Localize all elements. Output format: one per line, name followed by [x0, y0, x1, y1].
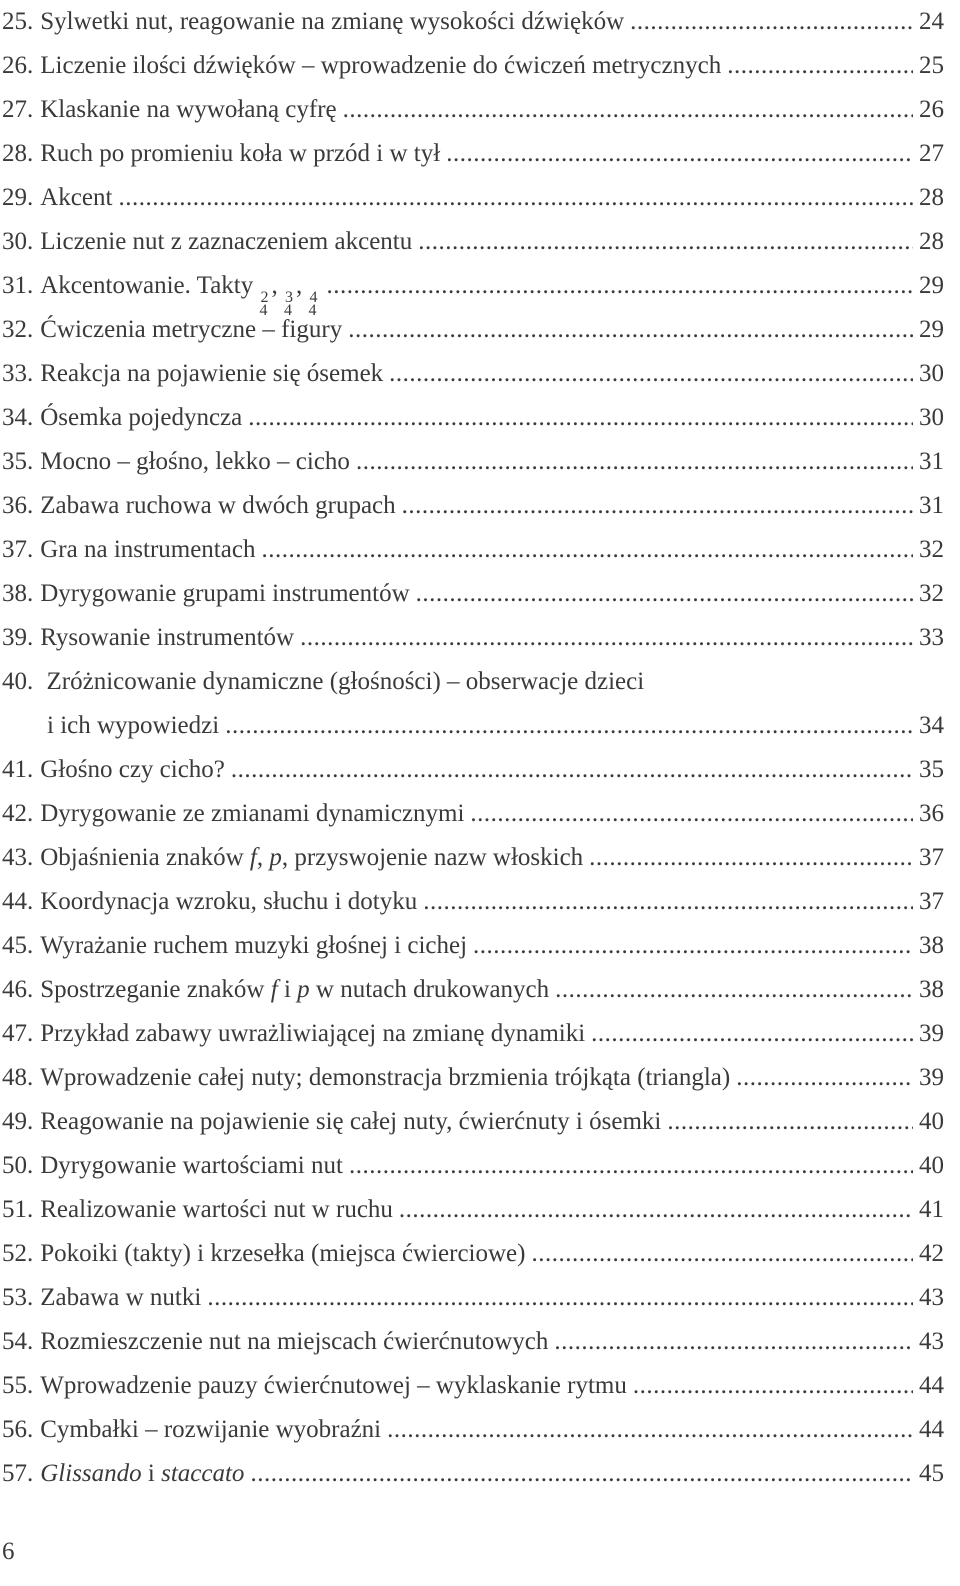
dot-leader — [531, 1232, 913, 1276]
toc-entry-42[interactable] — [2, 792, 944, 836]
entry-title: Dyrygowanie grupami instrumentów — [40, 580, 410, 607]
entry-page: 26 — [919, 96, 944, 123]
entry-title: Koordynacja wzroku, słuchu i dotyku — [40, 888, 418, 915]
page-number: 6 — [2, 1538, 15, 1565]
entry-number: 34. — [2, 404, 34, 431]
entry-number: 54. — [2, 1328, 34, 1355]
toc-entry-34[interactable] — [2, 396, 944, 440]
entry-line-1 — [2, 660, 944, 704]
dot-leader — [225, 704, 913, 748]
entry-number: 47. — [2, 1020, 34, 1047]
dot-leader — [343, 88, 913, 132]
entry-number: 48. — [2, 1064, 34, 1091]
entry-number: 26. — [2, 52, 34, 79]
entry-title: Akcent — [40, 184, 113, 211]
entry-title: Ćwiczenia metryczne – figury — [40, 316, 343, 343]
entry-page: 32 — [919, 580, 944, 607]
toc-entry-27[interactable] — [2, 88, 944, 132]
entry-title: Reakcja na pojawienie się ósemek — [40, 360, 384, 387]
dot-leader — [250, 1452, 913, 1496]
entry-page: 28 — [919, 184, 944, 211]
entry-title: Zabawa w nutki — [40, 1284, 202, 1311]
entry-title: Cymbałki – rozwijanie wyobraźni — [40, 1416, 382, 1443]
entry-title-text: Akcentowanie. Takty — [40, 272, 254, 299]
toc-entry-51[interactable] — [2, 1188, 944, 1232]
toc-entry-43[interactable] — [2, 836, 944, 880]
dot-leader — [727, 44, 913, 88]
dot-leader — [416, 572, 913, 616]
toc-entry-35[interactable] — [2, 440, 944, 484]
dot-leader — [630, 0, 913, 44]
entry-title: Wprowadzenie pauzy ćwierćnutowej – wyklaskanie rytmu — [40, 1372, 627, 1399]
entry-page: 37 — [919, 844, 944, 871]
entry-page: 34 — [919, 712, 944, 739]
entry-number: 33. — [2, 360, 34, 387]
dot-leader — [118, 176, 913, 220]
dot-leader — [248, 396, 913, 440]
entry-page: 37 — [919, 888, 944, 915]
entry-title: Mocno – głośno, lekko – cicho — [40, 448, 350, 475]
toc-entry-33[interactable] — [2, 352, 944, 396]
dot-leader — [349, 1144, 913, 1188]
entry-title: Dyrygowanie wartościami nut — [40, 1152, 343, 1179]
entry-title: Glissando i staccato — [40, 1460, 245, 1487]
toc-entry-53[interactable] — [2, 1276, 944, 1320]
entry-page: 40 — [919, 1108, 944, 1135]
entry-page: 36 — [919, 800, 944, 827]
piano-symbol: p — [269, 844, 282, 871]
dot-leader — [356, 440, 913, 484]
toc-entry-36[interactable] — [2, 484, 944, 528]
dot-leader — [555, 968, 913, 1012]
entry-number: 50. — [2, 1152, 34, 1179]
dot-leader — [418, 220, 913, 264]
entry-title: Spostrzeganie znaków f i p w nutach drukowanych — [40, 976, 550, 1003]
dot-leader — [589, 836, 913, 880]
entry-number: 36. — [2, 492, 34, 519]
toc-entry-28[interactable] — [2, 132, 944, 176]
dot-leader — [207, 1276, 913, 1320]
entry-page: 35 — [919, 756, 944, 783]
entry-title-continued: i ich wypowiedzi — [47, 712, 220, 739]
entry-page: 39 — [919, 1020, 944, 1047]
entry-title: Akcentowanie. Takty 2 4 , 3 4 , 4 4 — [40, 272, 318, 319]
forte-symbol: f — [270, 976, 278, 1003]
entry-page: 39 — [919, 1064, 944, 1091]
dot-leader — [327, 264, 913, 308]
dot-leader — [399, 1188, 913, 1232]
entry-number: 44. — [2, 888, 34, 915]
entry-title: Liczenie ilości dźwięków – wprowadzenie do ćwiczeń metrycznych — [40, 52, 722, 79]
toc-entry-46[interactable] — [2, 968, 944, 1012]
entry-number: 29. — [2, 184, 34, 211]
entry-number: 41. — [2, 756, 34, 783]
entry-title: Liczenie nut z zaznaczeniem akcentu — [40, 228, 413, 255]
toc-entry-26[interactable] — [2, 44, 944, 88]
table-of-contents — [2, 0, 944, 1496]
toc-entry-31[interactable] — [2, 264, 944, 319]
toc-entry-45[interactable] — [2, 924, 944, 968]
entry-page: 24 — [919, 8, 944, 35]
entry-title: Ruch po promieniu koła w przód i w tył — [40, 140, 441, 167]
entry-number: 35. — [2, 448, 34, 475]
entry-page: 30 — [919, 404, 944, 431]
entry-page: 25 — [919, 52, 944, 79]
dot-leader — [470, 792, 913, 836]
entry-title: Przykład zabawy uwrażliwiającej na zmianę dynamiki — [40, 1020, 586, 1047]
entry-page: 27 — [919, 140, 944, 167]
entry-number: 51. — [2, 1196, 34, 1223]
entry-number: 32. — [2, 316, 34, 343]
entry-page: 43 — [919, 1328, 944, 1355]
toc-entry-55[interactable] — [2, 1364, 944, 1408]
dot-leader — [348, 308, 913, 352]
entry-number: 45. — [2, 932, 34, 959]
entry-title: Reagowanie na pojawienie się całej nuty, ćwierćnuty i ósemki — [40, 1108, 662, 1135]
entry-number: 56. — [2, 1416, 34, 1443]
dot-leader — [389, 352, 913, 396]
toc-entry-39[interactable] — [2, 616, 944, 660]
toc-entry-56[interactable] — [2, 1408, 944, 1452]
toc-entry-37[interactable] — [2, 528, 944, 572]
entry-page: 38 — [919, 976, 944, 1003]
entry-page: 30 — [919, 360, 944, 387]
entry-number: 39. — [2, 624, 34, 651]
entry-title: Objaśnienia znaków f, p, przyswojenie nazw włoskich — [40, 844, 584, 871]
toc-entry-29[interactable] — [2, 176, 944, 220]
entry-line-2 — [2, 704, 944, 748]
dot-leader — [667, 1100, 913, 1144]
toc-entry-52[interactable] — [2, 1232, 944, 1276]
entry-title: Głośno czy cicho? — [40, 756, 225, 783]
entry-page: 45 — [919, 1460, 944, 1487]
entry-number: 27. — [2, 96, 34, 123]
dot-leader — [473, 924, 913, 968]
dot-leader — [446, 132, 913, 176]
entry-page: 42 — [919, 1240, 944, 1267]
toc-entry-41[interactable] — [2, 748, 944, 792]
entry-page: 29 — [919, 272, 944, 299]
toc-entry-38[interactable] — [2, 572, 944, 616]
toc-entry-47[interactable] — [2, 1012, 944, 1056]
entry-number: 57. — [2, 1460, 34, 1487]
entry-title: Wyrażanie ruchem muzyki głośnej i cichej — [40, 932, 468, 959]
entry-number: 25. — [2, 8, 34, 35]
entry-number: 38. — [2, 580, 34, 607]
entry-page: 33 — [919, 624, 944, 651]
entry-title: Realizowanie wartości nut w ruchu — [40, 1196, 393, 1223]
dot-leader — [591, 1012, 913, 1056]
entry-page: 41 — [919, 1196, 944, 1223]
entry-title: Zabawa ruchowa w dwóch grupach — [40, 492, 396, 519]
toc-entry-50[interactable] — [2, 1144, 944, 1188]
dot-leader — [387, 1408, 913, 1452]
entry-title: Dyrygowanie ze zmianami dynamicznymi — [40, 800, 465, 827]
entry-page: 43 — [919, 1284, 944, 1311]
toc-entry-25[interactable] — [2, 0, 944, 44]
entry-number: 55. — [2, 1372, 34, 1399]
entry-page: 44 — [919, 1416, 944, 1443]
toc-entry-54[interactable] — [2, 1320, 944, 1364]
entry-title: Rysowanie instrumentów — [40, 624, 295, 651]
entry-title: Wprowadzenie całej nuty; demonstracja brzmienia trójkąta (triangla) — [40, 1064, 731, 1091]
entry-page: 32 — [919, 536, 944, 563]
toc-entry-32[interactable] — [2, 308, 944, 352]
entry-number: 53. — [2, 1284, 34, 1311]
toc-entry-48[interactable] — [2, 1056, 944, 1100]
entry-page: 28 — [919, 228, 944, 255]
entry-number: 28. — [2, 140, 34, 167]
forte-symbol: f — [249, 844, 257, 871]
dot-leader — [554, 1320, 913, 1364]
entry-title: Pokoiki (takty) i krzesełka (miejsca ćwierciowe) — [40, 1240, 526, 1267]
entry-number: 46. — [2, 976, 34, 1003]
entry-number: 40. — [2, 668, 34, 695]
entry-number: 49. — [2, 1108, 34, 1135]
entry-number: 30. — [2, 228, 34, 255]
toc-entry-40[interactable] — [2, 660, 944, 748]
entry-title: Rozmieszczenie nut na miejscach ćwierćnutowych — [40, 1328, 549, 1355]
dot-leader — [736, 1056, 913, 1100]
toc-entry-49[interactable] — [2, 1100, 944, 1144]
dot-leader — [423, 880, 913, 924]
entry-number: 42. — [2, 800, 34, 827]
entry-title: Gra na instrumentach — [40, 536, 256, 563]
entry-page: 44 — [919, 1372, 944, 1399]
entry-title: Zróżnicowanie dynamiczne (głośności) – obserwacje dzieci — [46, 668, 645, 695]
entry-page: 31 — [919, 448, 944, 475]
entry-page: 31 — [919, 492, 944, 519]
toc-entry-30[interactable] — [2, 220, 944, 264]
dot-leader — [402, 484, 913, 528]
piano-symbol: p — [297, 976, 310, 1003]
entry-title: Sylwetki nut, reagowanie na zmianę wysokości dźwięków — [40, 8, 625, 35]
entry-number: 31. — [2, 272, 34, 299]
dot-leader — [300, 616, 913, 660]
toc-entry-57[interactable] — [2, 1452, 944, 1496]
entry-title: Klaskanie na wywołaną cyfrę — [40, 96, 337, 123]
toc-entry-44[interactable] — [2, 880, 944, 924]
dot-leader — [633, 1364, 913, 1408]
entry-page: 29 — [919, 316, 944, 343]
entry-number: 37. — [2, 536, 34, 563]
entry-page: 38 — [919, 932, 944, 959]
entry-title: Ósemka pojedyncza — [40, 404, 243, 431]
dot-leader — [261, 528, 913, 572]
entry-page: 40 — [919, 1152, 944, 1179]
entry-number: 43. — [2, 844, 34, 871]
dot-leader — [231, 748, 913, 792]
entry-number: 52. — [2, 1240, 34, 1267]
